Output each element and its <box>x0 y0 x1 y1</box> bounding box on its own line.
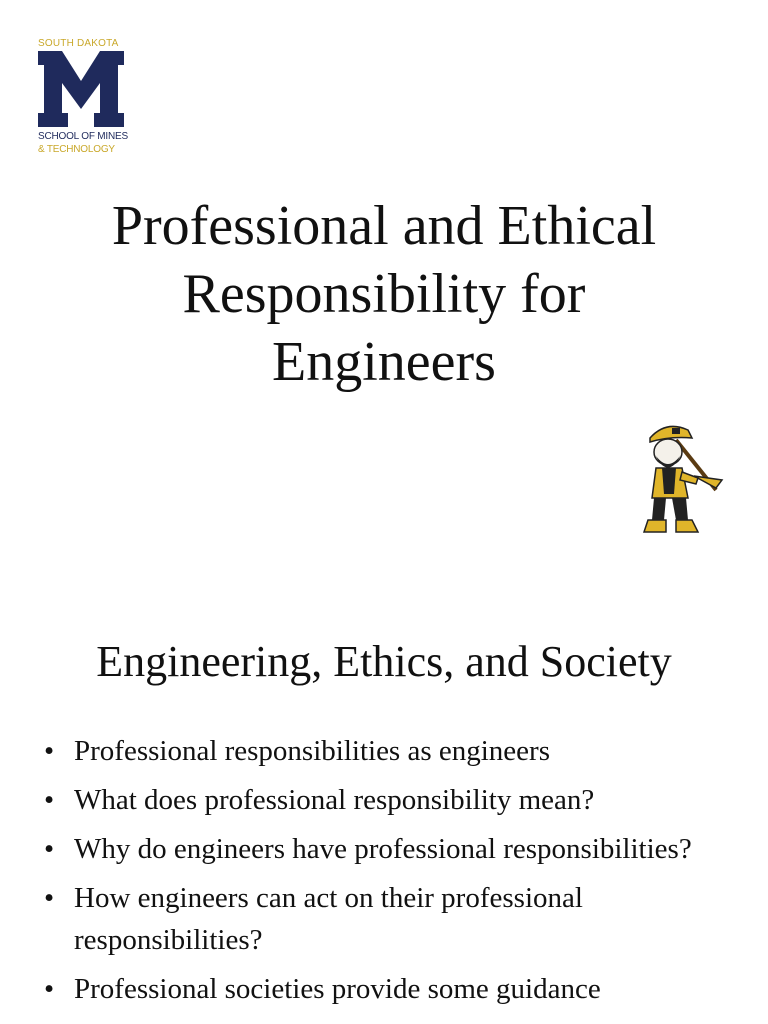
list-item <box>44 968 734 1010</box>
bullet-icon: • <box>44 833 55 865</box>
title-line: Engineers <box>272 331 496 393</box>
logo-technology-text: & TECHNOLOGY <box>38 144 115 155</box>
title-line: Responsibility for <box>182 263 586 325</box>
bullet-icon: • <box>44 973 55 1005</box>
bullet-text: What does professional responsibility mean? <box>74 784 595 816</box>
bullet-icon: • <box>44 784 55 816</box>
bullet-list <box>44 730 734 1017</box>
logo-m-mark <box>38 51 124 127</box>
slide-title <box>0 192 768 396</box>
list-item <box>44 730 734 772</box>
miner-mascot-icon <box>636 420 724 540</box>
list-item <box>44 828 734 870</box>
slide-heading: Engineering, Ethics, and Society <box>96 637 672 686</box>
logo-school-text: SCHOOL OF MINES <box>38 131 128 142</box>
content-slide <box>0 580 768 1024</box>
bullet-text: How engineers can act on their professional responsibilities? <box>74 882 583 956</box>
logo-top-text: SOUTH DAKOTA <box>38 38 119 49</box>
bullet-text: Why do engineers have professional responsibilities? <box>74 833 692 865</box>
bullet-text: Professional societies provide some guidance <box>74 973 601 1005</box>
bullet-text: Professional responsibilities as engineers <box>74 735 550 767</box>
bullet-icon: • <box>44 882 55 914</box>
school-logo <box>38 38 126 158</box>
title-line: Professional and Ethical <box>111 195 657 257</box>
bullet-icon: • <box>44 735 55 767</box>
list-item <box>44 779 734 821</box>
list-item <box>44 877 734 961</box>
